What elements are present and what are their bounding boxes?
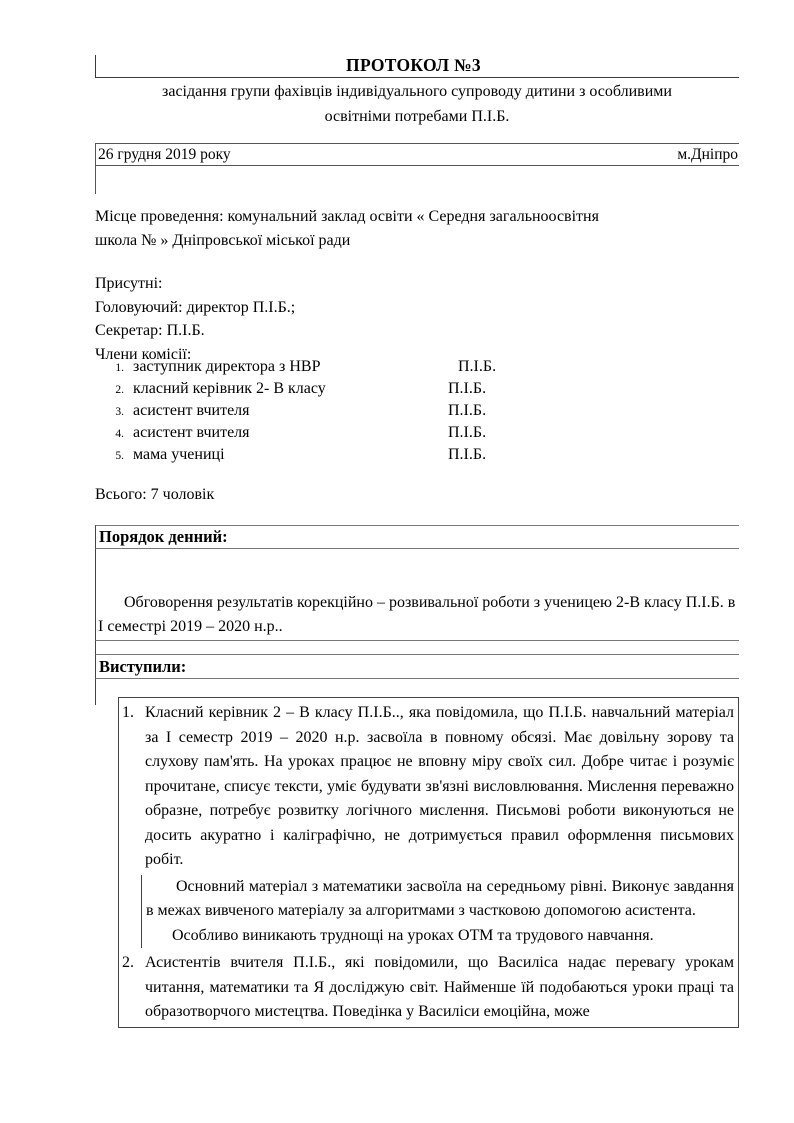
place-block (95, 205, 745, 252)
member-pib: П.І.Б. (458, 358, 497, 375)
speakers-heading: Виступили: (95, 655, 739, 679)
speech-subparagraph: Особливо виникають труднощі на уроках ОТМ та трудового навчання. (172, 926, 654, 944)
speeches-table (118, 697, 739, 1028)
subtitle-line-2: освітніми потребами П.І.Б. (324, 108, 510, 125)
member-pib: П.І.Б. (448, 424, 487, 441)
agenda-spacer-row (95, 549, 739, 591)
speech-text: Асистентів вчителя П.І.Б., які повідомили, що Василіса надає перевагу урокам читання, математики та Я досліджую світ. Найменше їй подобаються уроки праці та образотворчого мистецтва. Поведінка у Василіси емоційна, може (145, 954, 734, 1020)
present-block (95, 272, 745, 366)
agenda-body-row (95, 591, 739, 641)
table-row (119, 698, 738, 875)
document-date: 26 грудня 2019 року (98, 145, 231, 163)
member-pib: П.І.Б. (448, 402, 487, 419)
title-block (95, 55, 739, 128)
list-item: 2. класний керівник 2- В класу П.І.Б. (95, 380, 695, 402)
document-city: м.Дніпро (677, 145, 738, 163)
page-title: ПРОТОКОЛ №3 (346, 55, 481, 75)
speech-number: 1. (122, 704, 134, 721)
list-item: 1. заступник директора з НВР П.І.Б. (95, 358, 695, 380)
page-bottom-margin (0, 1046, 794, 1123)
member-pib: П.І.Б. (448, 380, 487, 397)
member-number: 5. (115, 450, 124, 462)
member-number: 4. (115, 428, 124, 440)
total-participants: Всього: 7 чоловік (95, 486, 215, 503)
agenda-table (95, 525, 739, 705)
agenda-body-text: Обговорення результатів корекційно – розвивальної роботи з ученицею 2-В класу П.І.Б. в І семестрі 2019 – 2020 н.р.. (98, 594, 736, 635)
speech-subparagraphs (141, 875, 738, 949)
member-number: 1. (115, 362, 124, 374)
table-row (119, 948, 738, 1027)
list-item: 5. мама учениці П.І.Б. (95, 446, 695, 468)
present-heading: Присутні: (95, 275, 163, 292)
speech-number: 2. (122, 954, 134, 971)
chairperson-line: Головуючий: директор П.І.Б.; (95, 298, 296, 316)
member-number: 2. (115, 384, 124, 396)
title-cell (95, 55, 739, 78)
agenda-heading: Порядок денний: (95, 525, 739, 549)
list-item: 3. асистент вчителя П.І.Б. (95, 402, 695, 424)
speech-text: Класний керівник 2 – В класу П.І.Б.., яка повідомила, що П.І.Б. навчальний матеріал за І семестр 2019 – 2020 н.р. засвоїла в повному обсязі. Має довільну зорову та слухову пам'ять. На уроках працює не вповну міру своїх сил. Добре читає і розуміє прочитане, списує тексти, уміє будувати зв'язні висловлювання. Мислення переважно образне, потребує розвитку логічного мислення. Письмові роботи виконуються не досить акуратно і каліграфічно, не дотримується правил оформлення письмових робіт. (145, 704, 734, 868)
subtitle-line-1: засідання групи фахівців індивідуального супроводу дитини з особливими (162, 83, 672, 100)
date-city-row (95, 143, 739, 166)
date-row-left-border (95, 166, 97, 194)
place-line-2: школа № » Дніпровської міської ради (95, 231, 351, 249)
members-heading: Члени комісії: (95, 345, 192, 363)
speech-subparagraph: Основний матеріал з математики засвоїла на середньому рівні. Виконує завдання в межах вивченого матеріалу за алгоритмами з частковою допомогою асистента. (146, 877, 734, 919)
commission-members-list (95, 358, 695, 468)
member-number: 3. (115, 406, 124, 418)
agenda-gap-row (95, 641, 739, 655)
member-pib: П.І.Б. (448, 446, 487, 463)
list-item: 4. асистент вчителя П.І.Б. (95, 424, 695, 446)
place-line-1: Місце проведення: комунальний заклад освіти « Середня загальноосвітня (95, 208, 599, 225)
secretary-line: Секретар: П.І.Б. (95, 322, 205, 339)
